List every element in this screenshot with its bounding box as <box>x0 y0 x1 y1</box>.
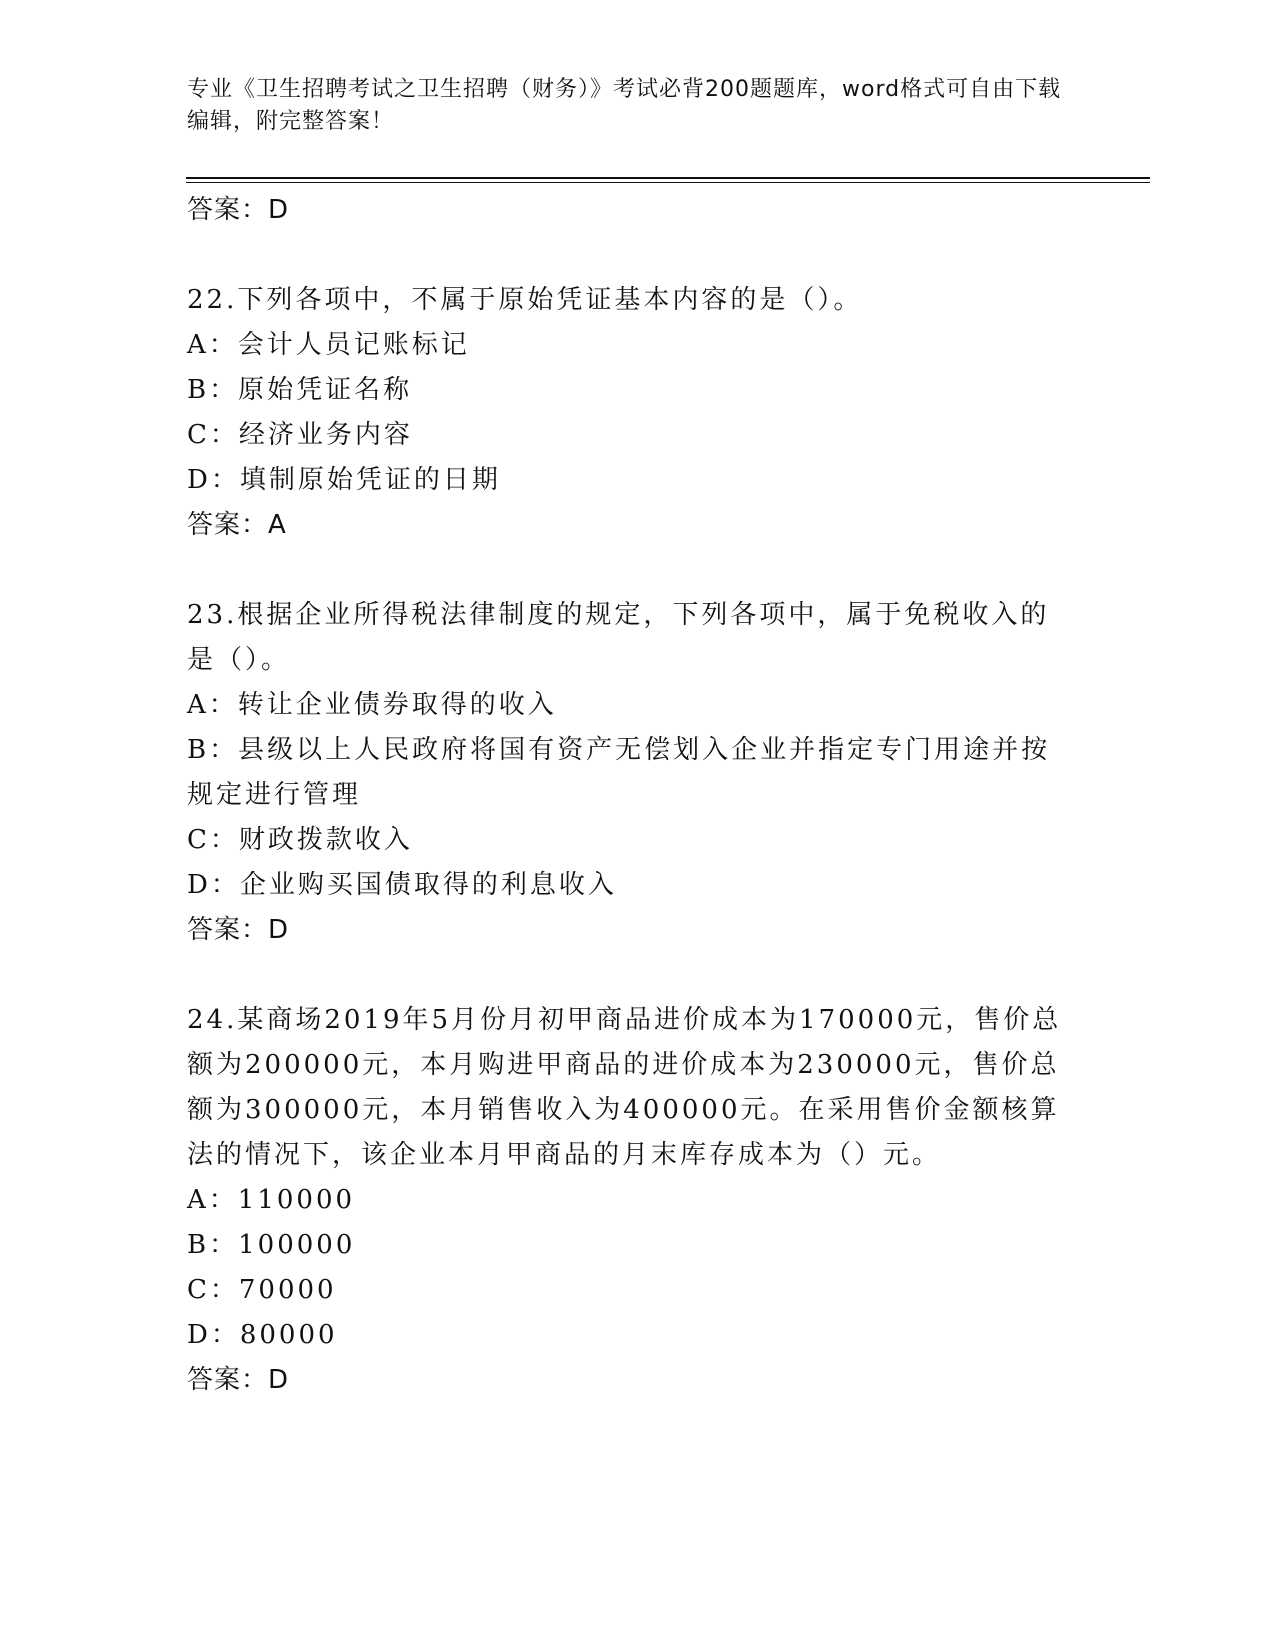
spacer <box>187 233 1067 278</box>
answer-line: 答案：D <box>187 1365 290 1395</box>
question-23 <box>187 593 1067 953</box>
option-b: B：县级以上人民政府将国有资产无偿划入企业并指定专门用途并按规定进行管理 <box>187 735 1051 810</box>
question-stem: 22.下列各项中，不属于原始凭证基本内容的是（）。 <box>187 285 863 315</box>
option-a: A：会计人员记账标记 <box>187 330 470 360</box>
answer-line: 答案：D <box>187 195 290 225</box>
option-c: C：经济业务内容 <box>187 420 413 450</box>
option-d: D：填制原始凭证的日期 <box>187 465 501 495</box>
question-22 <box>187 278 1067 548</box>
header-rule-thin <box>186 182 1150 183</box>
spacer <box>187 548 1067 593</box>
option-d: D：企业购买国债取得的利息收入 <box>187 870 617 900</box>
answer-line: 答案：D <box>187 915 290 945</box>
question-stem: 24.某商场2019年5月份月初甲商品进价成本为170000元，售价总额为200000元，本月购进甲商品的进价成本为230000元，售价总额为300000元，本月销售收入为400000元。在采用售价金额核算法的情况下，该企业本月甲商品的月末库存成本为（）元。 <box>187 1005 1062 1170</box>
option-c: C：70000 <box>187 1275 337 1305</box>
option-a: A：110000 <box>187 1185 356 1215</box>
option-d: D：80000 <box>187 1320 338 1350</box>
option-b: B：100000 <box>187 1230 356 1260</box>
option-a: A：转让企业债券取得的收入 <box>187 690 557 720</box>
spacer <box>187 953 1067 998</box>
question-stem: 23.根据企业所得税法律制度的规定，下列各项中，属于免税收入的是（）。 <box>187 600 1050 675</box>
header-rule-thick <box>186 177 1150 179</box>
option-b: B：原始凭证名称 <box>187 375 413 405</box>
document-header: 专业《卫生招聘考试之卫生招聘（财务）》考试必背200题题库，word格式可自由下载编辑，附完整答案！ <box>187 77 1062 134</box>
answer-line: 答案：A <box>187 510 287 540</box>
question-24 <box>187 998 1067 1403</box>
option-c: C：财政拨款收入 <box>187 825 413 855</box>
question-list <box>187 188 1067 1403</box>
